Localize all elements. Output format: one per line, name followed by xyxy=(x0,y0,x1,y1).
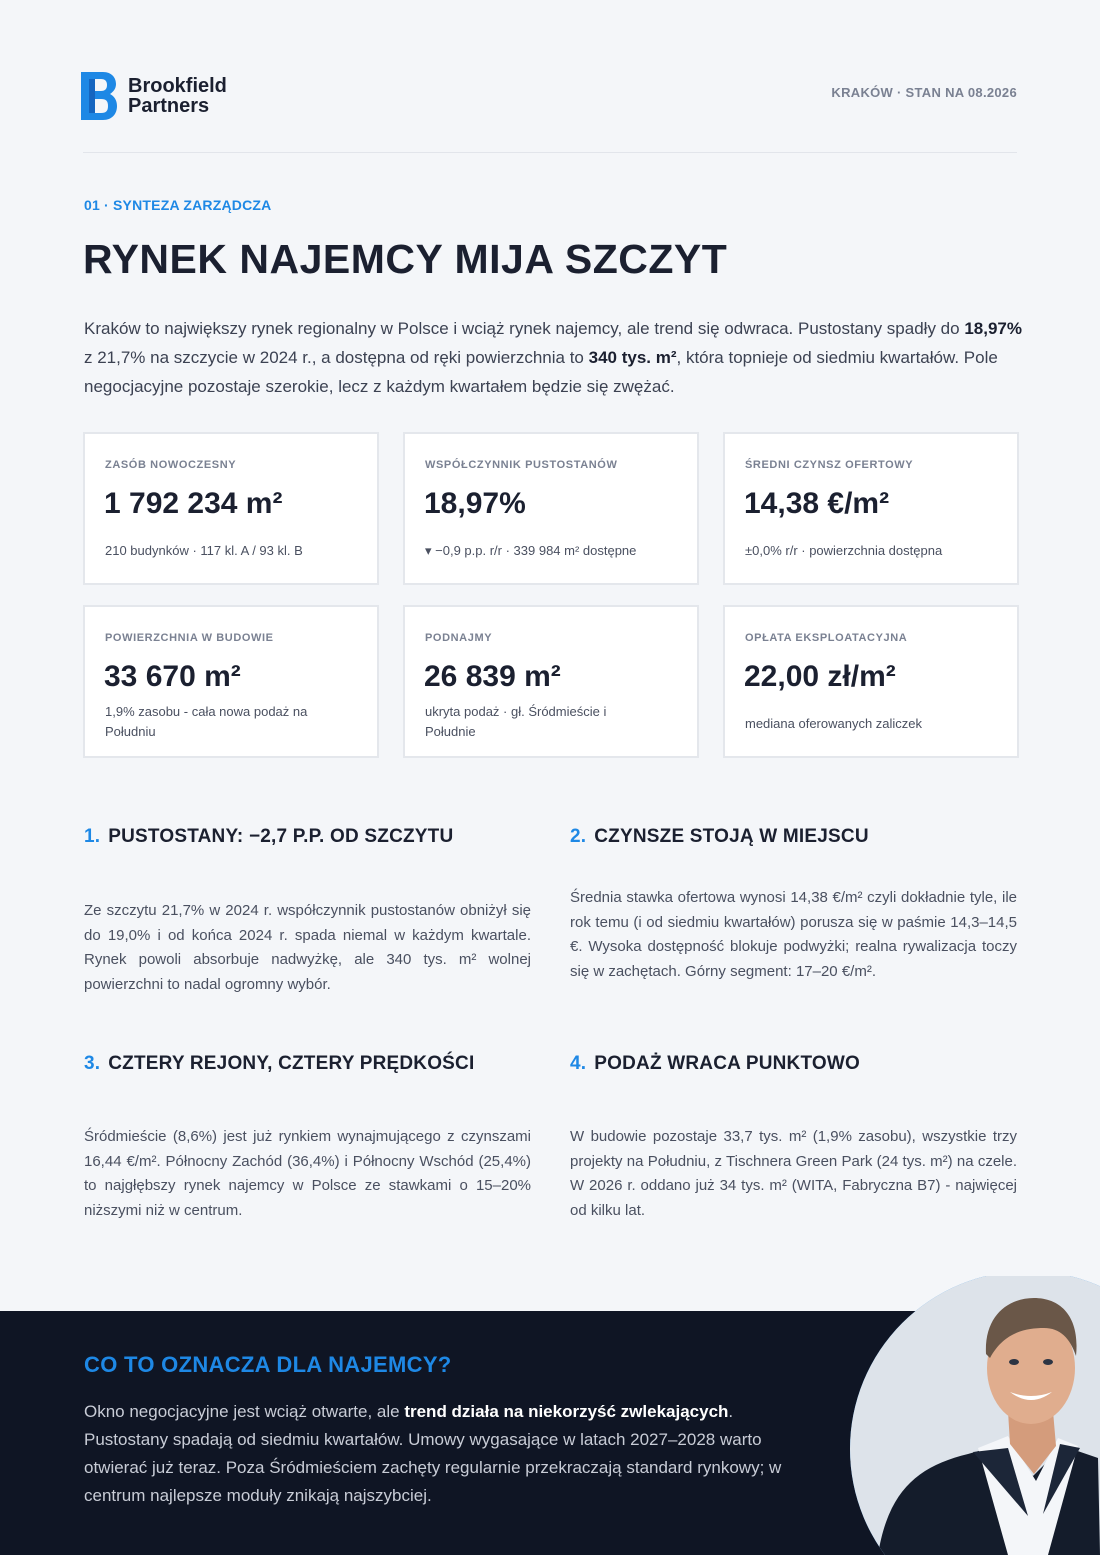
kpi-grid xyxy=(83,432,1018,758)
kpi-card-rent xyxy=(723,432,1019,585)
kpi-label: POWIERZCHNIA W BUDOWIE xyxy=(105,632,274,644)
brand-name xyxy=(128,76,227,116)
tenant-takeaway-title: CO TO OZNACZA DLA NAJEMCY? xyxy=(84,1352,452,1377)
brand-line-2: Partners xyxy=(128,95,210,117)
section-rents xyxy=(570,826,1017,1016)
kpi-card-service-charge xyxy=(723,605,1019,758)
kpi-card-construction xyxy=(83,605,379,758)
kpi-value: 18,97% xyxy=(424,487,526,520)
lead-highlight-area: 340 tys. m² xyxy=(588,348,677,367)
kpi-card-vacancy xyxy=(403,432,699,585)
kpi-label: PODNAJMY xyxy=(425,632,493,644)
section-heading xyxy=(570,1053,1017,1075)
kpi-value: 1 792 234 m² xyxy=(104,487,283,520)
section-title: CZYNSZE STOJĄ W MIEJSCU xyxy=(594,826,869,847)
section-title: PUSTOSTANY: −2,7 P.P. OD SZCZYTU xyxy=(108,826,454,847)
tenant-text-1: Okno negocjacyjne jest wciąż otwarte, ale xyxy=(84,1402,405,1421)
section-number: 1. xyxy=(84,826,101,847)
kpi-label: ŚREDNI CZYNSZ OFERTOWY xyxy=(745,459,914,471)
section-heading xyxy=(570,826,1017,848)
section-number: 3. xyxy=(84,1053,101,1074)
kpi-note: mediana oferowanych zaliczek xyxy=(745,716,923,731)
kpi-note: ukryta podaż · gł. Śródmieście i Południe xyxy=(425,704,607,739)
kpi-note: 1,9% zasobu - cała nowa podaż na Południu xyxy=(105,704,308,739)
header-divider xyxy=(83,152,1017,153)
section-body: W budowie pozostaje 33,7 tys. m² (1,9% zasobu), wszystkie trzy projekty na Południu, z Tischnera Green Park (24 tys. m²) na czele. W 2026 r. oddano już 34 tys. m² (WITA, Fabryczna B7) - najwięcej od kilku lat. xyxy=(570,1128,1017,1219)
tenant-highlight: trend działa na niekorzyść zwlekających xyxy=(404,1402,729,1421)
lead-paragraph xyxy=(84,314,1024,401)
brand-logo[interactable] xyxy=(81,72,227,120)
section-supply xyxy=(570,1053,1017,1233)
kpi-card-stock xyxy=(83,432,379,585)
brookfield-logo-icon xyxy=(81,72,117,120)
section-title: CZTERY REJONY, CZTERY PRĘDKOŚCI xyxy=(108,1053,475,1074)
kpi-card-sublease xyxy=(403,605,699,758)
report-meta: KRAKÓW · STAN NA 08.2026 xyxy=(831,85,1017,100)
kpi-note: ▾ −0,9 p.p. r/r · 339 984 m² dostępne xyxy=(425,543,637,558)
kpi-label: OPŁATA EKSPLOATACYJNA xyxy=(745,632,908,644)
lead-text-3: , która topnieje od siedmiu kwartałów. Pole negocjacyjne pozostaje szerokie, lecz z każdym kwartałem będzie się zwężać. xyxy=(84,348,998,396)
section-number: 2. xyxy=(570,826,587,847)
section-number: 4. xyxy=(570,1053,587,1074)
section-heading xyxy=(84,1053,531,1075)
kpi-value: 33 670 m² xyxy=(104,660,241,693)
kpi-note: ±0,0% r/r · powierzchnia dostępna xyxy=(745,543,943,558)
section-heading xyxy=(84,826,531,848)
lead-text-2: z 21,7% na szczycie w 2024 r., a dostępna od ręki powierzchnia to xyxy=(84,348,589,367)
section-body: Śródmieście (8,6%) jest już rynkiem wynajmującego z czynszami 16,44 €/m². Północny Zachód (36,4%) i Północny Wschód (25,4%) to najgłębszy rynek najemcy w Polsce ze stawkami o 15–20% niższymi niż w centrum. xyxy=(84,1128,531,1219)
kpi-value: 22,00 zł/m² xyxy=(744,660,896,693)
section-eyebrow: 01 · SYNTEZA ZARZĄDCZA xyxy=(84,197,272,213)
lead-highlight-vacancy: 18,97% xyxy=(964,319,1022,338)
lead-text-1: Kraków to największy rynek regionalny w Polsce i wciąż rynek najemcy, ale trend się odwraca. Pustostany spadły do xyxy=(84,319,965,338)
section-body: Ze szczytu 21,7% w 2024 r. współczynnik pustostanów obniżył się do 19,0% i od końca 2024 r. spada niemal w każdym kwartale. Rynek powoli absorbuje nadwyżkę, ale 340 tys. m² wolnej powierzchni to nadal ogromny wybór. xyxy=(84,902,531,993)
kpi-label: ZASÓB NOWOCZESNY xyxy=(105,459,237,471)
advisor-portrait xyxy=(848,1276,1100,1555)
page-title: RYNEK NAJEMCY MIJA SZCZYT xyxy=(83,236,728,282)
kpi-value: 14,38 €/m² xyxy=(744,487,890,520)
kpi-value: 26 839 m² xyxy=(424,660,561,693)
section-title: PODAŻ WRACA PUNKTOWO xyxy=(594,1053,861,1074)
section-districts xyxy=(84,1053,531,1233)
section-body: Średnia stawka ofertowa wynosi 14,38 €/m² czyli dokładnie tyle, ile rok temu (i od siedmiu kwartałów) porusza się w paśmie 14,3–14,5 €. Wysoka dostępność blokuje podwyżki; realna rywalizacja toczy się w zachętach. Górny segment: 17–20 €/m². xyxy=(570,889,1017,980)
tenant-takeaway-body xyxy=(84,1398,794,1510)
brand-line-1: Brookfield xyxy=(128,75,227,97)
kpi-label: WSPÓŁCZYNNIK PUSTOSTANÓW xyxy=(425,459,618,471)
kpi-note: 210 budynków · 117 kl. A / 93 kl. B xyxy=(105,543,303,558)
section-vacancy xyxy=(84,826,531,1006)
tenant-text-2: . Pustostany spadają od siedmiu kwartałów. Umowy wygasające w latach 2027–2028 warto otwierać już teraz. Poza Śródmieściem zachęty regularnie przekraczają standard rynkowy; w centrum najlepsze moduły znikają najszybciej. xyxy=(84,1402,782,1505)
